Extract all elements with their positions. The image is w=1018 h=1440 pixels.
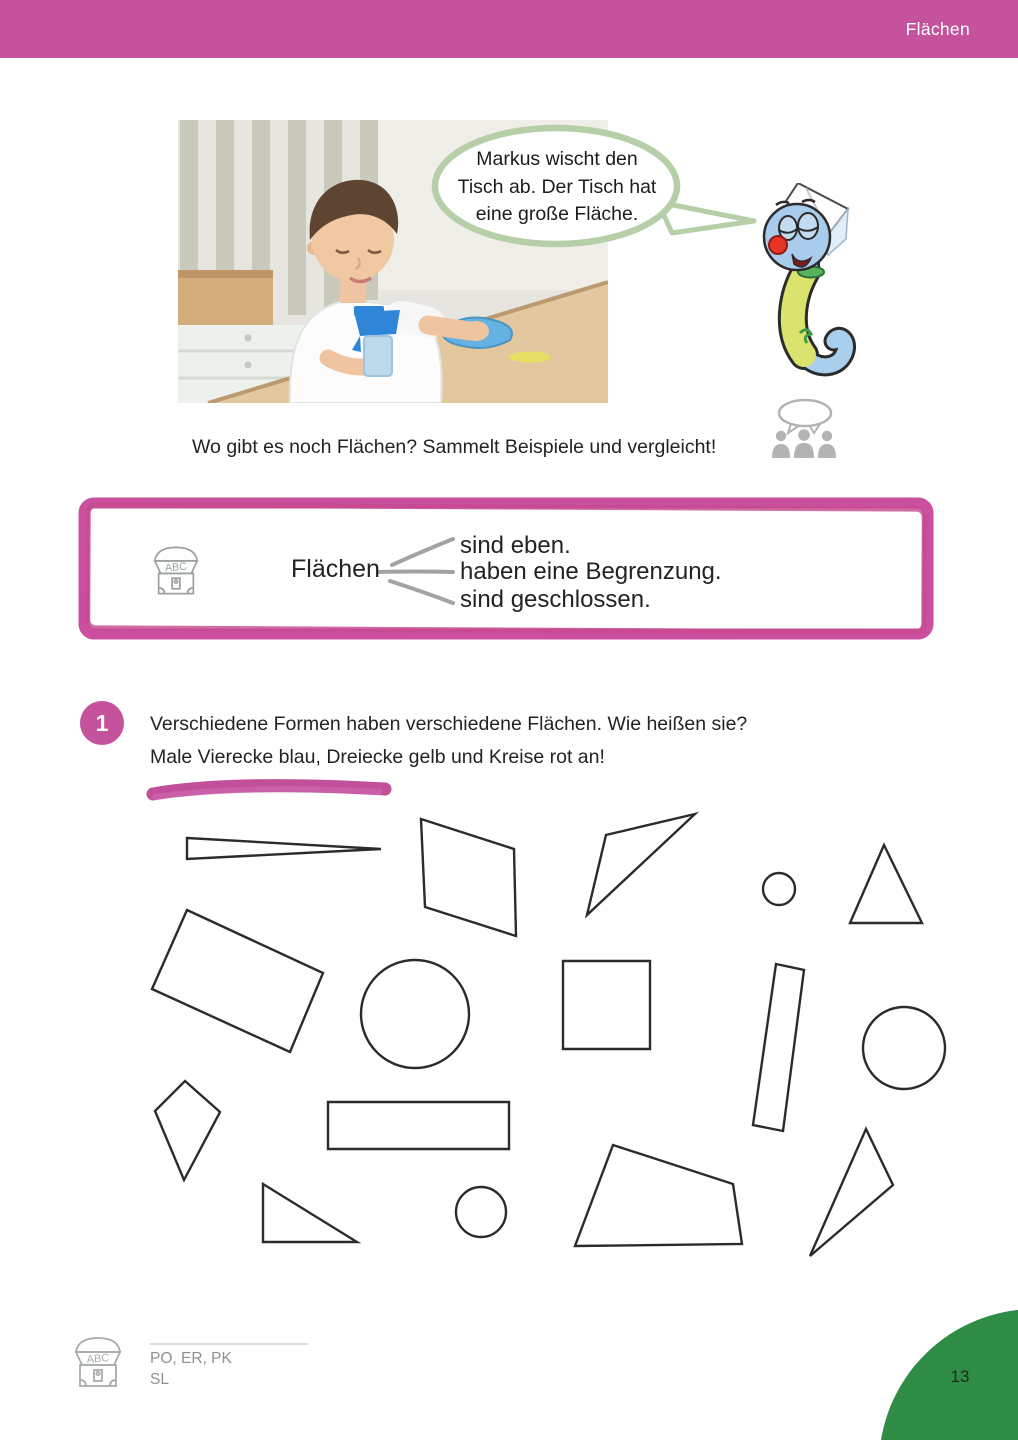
speech-line: eine große Fläche. [475, 203, 639, 225]
shape-large-circle[interactable] [361, 960, 469, 1068]
word-bank-property: sind eben. [460, 532, 571, 559]
page-number: 13 [950, 1367, 970, 1386]
shape-small-circle[interactable] [763, 873, 795, 905]
shape-bottom-circle[interactable] [456, 1187, 506, 1237]
task-instruction-line: Verschiedene Formen haben verschiedene Flächen. Wie heißen sie? [150, 713, 748, 735]
treasure-chest-abc-icon [70, 1336, 126, 1388]
page-title: Flächen [905, 18, 970, 39]
speech-line: Markus wischt den [476, 148, 638, 170]
prompt-text: Wo gibt es noch Flächen? Sammelt Beispiele und vergleicht! [192, 436, 717, 458]
word-bank-property: haben eine Begrenzung. [460, 558, 722, 585]
word-bank-term: Flächen [291, 555, 380, 583]
shape-medium-circle[interactable] [863, 1007, 945, 1089]
shape-irregular-quadrilateral[interactable] [575, 1145, 742, 1246]
footer-credits: SL [150, 1371, 169, 1388]
shape-isosceles-triangle[interactable] [850, 845, 922, 923]
chest-abc-label: ABC [86, 1352, 110, 1366]
shape-kite[interactable] [155, 1081, 220, 1180]
shape-right-triangle[interactable] [263, 1184, 357, 1242]
shape-square[interactable] [563, 961, 650, 1049]
word-bank-property: sind geschlossen. [460, 586, 651, 613]
shape-parallelogram[interactable] [421, 819, 516, 936]
footer-credits: PO, ER, PK [150, 1350, 232, 1367]
shape-narrow-triangle[interactable] [810, 1129, 893, 1256]
shape-sliver-triangle[interactable] [187, 838, 381, 859]
shape-slanted-bar[interactable] [753, 964, 804, 1131]
speech-line: Tisch ab. Der Tisch hat [457, 175, 657, 198]
footer-divider [150, 1343, 308, 1345]
chest-abc-label: ABC [164, 560, 188, 575]
task-number-badge: 1 [80, 701, 124, 745]
task-instruction-line: Male Vierecke blau, Dreiecke gelb und Kreise rot an! [150, 746, 605, 768]
shape-rotated-rectangle[interactable] [152, 910, 323, 1052]
shape-scalene-triangle[interactable] [587, 814, 695, 915]
shape-wide-rectangle[interactable] [328, 1102, 509, 1149]
